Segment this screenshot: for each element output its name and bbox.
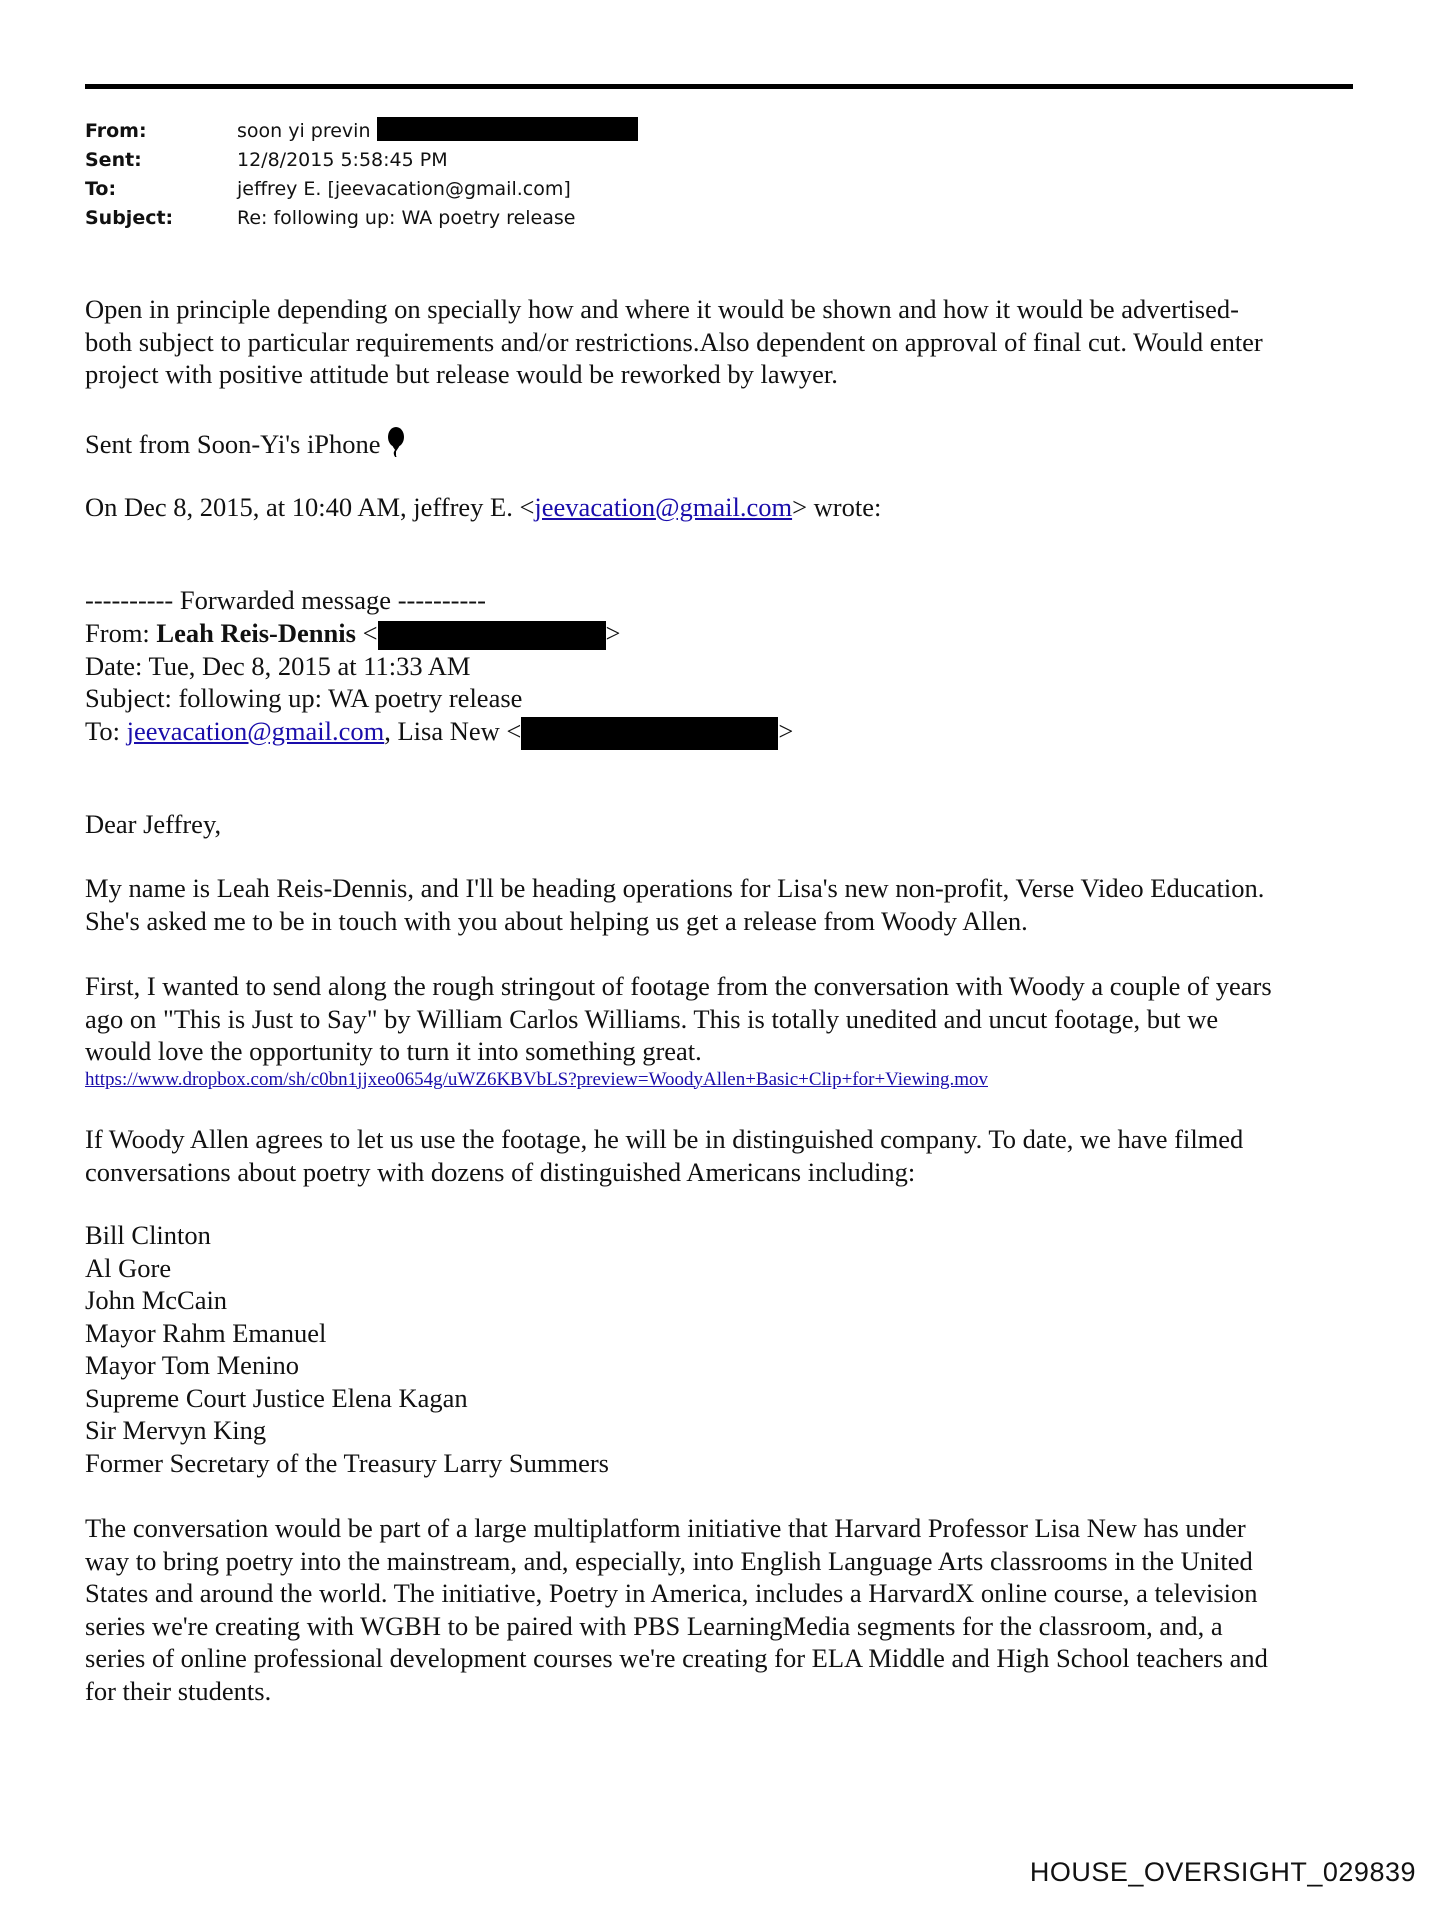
paragraph (85, 970, 1272, 1092)
bracket: > (605, 617, 621, 648)
greeting: Dear Jeffrey, (85, 809, 222, 839)
paragraph (85, 1512, 1268, 1707)
from-label: From: (85, 120, 147, 142)
list-item: Sir Mervyn King (85, 1415, 267, 1445)
text-line: both subject to particular requirements and/or restrictions.Also dependent on approval of final cut. Would enter (85, 326, 1263, 357)
subject-value: Re: following up: WA poetry release (237, 207, 576, 229)
text-line: If Woody Allen agrees to let us use the footage, he will be in distinguished company. To date, we have filmed (85, 1124, 1244, 1154)
text-line: conversations about poetry with dozens of distinguished Americans including: (85, 1156, 916, 1187)
text-line: series we're creating with WGBH to be paired with PBS LearningMedia segments for the classroom, and, a (85, 1610, 1223, 1641)
text-line: My name is Leah Reis-Dennis, and I'll be heading operations for Lisa's new non-profit, Verse Video Education. (85, 873, 1265, 903)
forwarded-subject: Subject: following up: WA poetry release (85, 683, 523, 714)
paragraph (85, 872, 1264, 937)
paragraph (85, 1123, 1243, 1188)
text-line: The conversation would be part of a large multiplatform initiative that Harvard Professor Lisa New has under (85, 1513, 1246, 1543)
list-item: Al Gore (85, 1252, 172, 1283)
bates-number: HOUSE_OVERSIGHT_029839 (1029, 1857, 1416, 1887)
bracket: < (355, 617, 378, 648)
quote-suffix: > wrote: (792, 492, 882, 522)
email-link[interactable]: jeevacation@gmail.com (126, 715, 385, 746)
header-rule (85, 84, 1353, 89)
list-item: Bill Clinton (85, 1220, 211, 1250)
from-label: From: (85, 617, 157, 648)
forwarded-header (85, 584, 793, 750)
list-item: Supreme Court Justice Elena Kagan (85, 1382, 468, 1413)
list-item: Mayor Rahm Emanuel (85, 1317, 327, 1348)
text-line: way to bring poetry into the mainstream, and, especially, into English Language Arts classrooms in the United (85, 1545, 1253, 1576)
from-name: Leah Reis-Dennis (156, 617, 356, 648)
text-line: Open in principle depending on specially how and where it would be shown and how it would be advertised- (85, 294, 1239, 324)
text-line: project with positive attitude but release would be reworked by lawyer. (85, 359, 838, 389)
to-rest: , Lisa New < (384, 715, 522, 746)
reply-paragraph (85, 293, 1263, 391)
text-line: for their students. (85, 1675, 272, 1706)
email-header (85, 117, 638, 233)
sent-value: 12/8/2015 5:58:45 PM (237, 149, 448, 171)
subject-label: Subject: (85, 207, 174, 229)
quote-line (85, 491, 881, 524)
text-line: First, I wanted to send along the rough stringout of footage from the conversation with Woody a couple of years (85, 971, 1272, 1001)
text-line: She's asked me to be in touch with you about helping us get a release from Woody Allen. (85, 905, 1028, 936)
from-value: soon yi previn (237, 120, 371, 142)
redaction (378, 621, 606, 650)
redaction (521, 717, 778, 750)
names-list (85, 1219, 609, 1479)
forwarded-banner: ---------- Forwarded message ---------- (85, 585, 486, 615)
to-label: To: (85, 715, 127, 746)
list-item: Mayor Tom Menino (85, 1350, 300, 1380)
dropbox-link[interactable]: https://www.dropbox.com/sh/c0bn1jjxeo0654g/uWZ6KBVbLS?preview=WoodyAllen+Basic+Clip+for+Viewing.mov (85, 1068, 988, 1090)
signature-text: Sent from Soon-Yi's iPhone (85, 429, 381, 459)
quote-prefix: On Dec 8, 2015, at 10:40 AM, jeffrey E. < (85, 492, 535, 522)
forwarded-date: Date: Tue, Dec 8, 2015 at 11:33 AM (85, 650, 471, 681)
bracket: > (778, 715, 794, 746)
to-label: To: (85, 178, 117, 200)
signature (85, 427, 405, 465)
text-line: series of online professional development courses we're creating for ELA Middle and High School teachers and (85, 1643, 1268, 1673)
redaction (377, 117, 638, 141)
list-item: John McCain (85, 1285, 228, 1315)
balloon-icon (387, 427, 405, 465)
list-item: Former Secretary of the Treasury Larry Summers (85, 1447, 609, 1478)
to-value: jeffrey E. [jeevacation@gmail.com] (237, 178, 571, 200)
text-line: would love the opportunity to turn it into something great. (85, 1036, 702, 1066)
sent-label: Sent: (85, 149, 142, 171)
text-line: States and around the world. The initiative, Poetry in America, includes a HarvardX online course, a television (85, 1578, 1258, 1608)
email-link[interactable]: jeevacation@gmail.com (534, 492, 793, 522)
text-line: ago on "This is Just to Say" by William Carlos Williams. This is totally unedited and uncut footage, but we (85, 1003, 1219, 1034)
